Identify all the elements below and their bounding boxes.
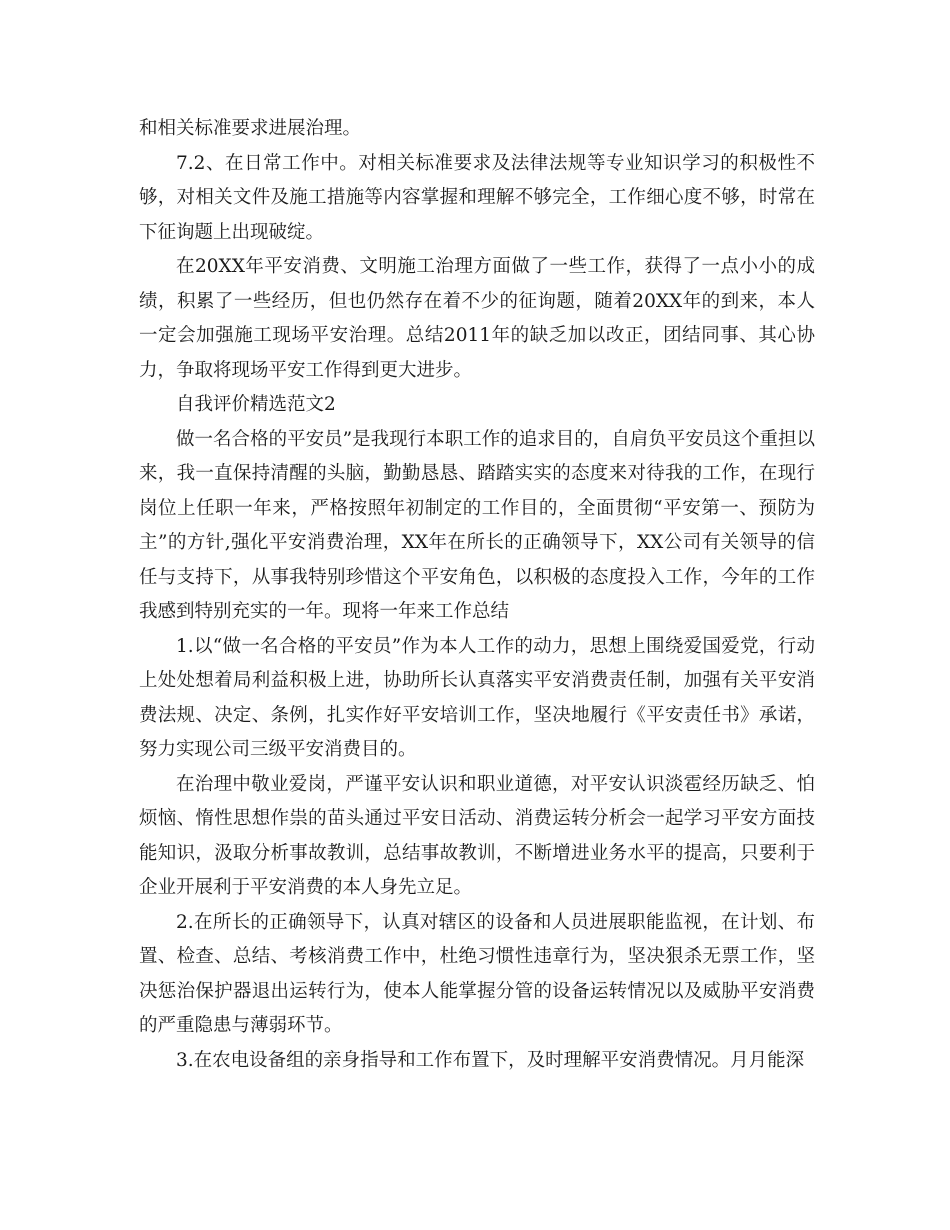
paragraph-8: 2.在所长的正确领导下，认真对辖区的设备和人员进展职能监视，在计划、布置、检查、总结、考核消费工作中，杜绝习惯性违章行为，坚决狠杀无票工作，坚决惩治保护器退出运转行为，使本人能掌握分管的设备运转情况以及威胁平安消费的严重隐患与薄弱环节。 (139, 911, 815, 1036)
paragraph-1: 和相关标准要求进展治理。 (139, 118, 362, 139)
document-body (139, 112, 815, 1078)
paragraph-6: 1.以“做一名合格的平安员”作为本人工作的动力，思想上围绕爱国爱党，行动上处处想着局利益积极上进，协助所长认真落实平安消费责任制，加强有关平安消费法规、决定、条例，扎实作好平安培训工作，坚决地履行《平安责任书》承诺，努力实现公司三级平安消费目的。 (139, 635, 815, 760)
paragraph-2: 7.2、在日常工作中。对相关标准要求及法律法规等专业知识学习的积极性不够，对相关文件及施工措施等内容掌握和理解不够完全，工作细心度不够，时常在下征询题上出现破绽。 (139, 152, 815, 243)
paragraph-5: 做一名合格的平安员”是我现行本职工作的追求目的，自肩负平安员这个重担以来，我一直保持清醒的头脑，勤勤恳恳、踏踏实实的态度来对待我的工作，在现行岗位上任职一年来，严格按照年初制定的工作目的，全面贯彻“平安第一、预防为主”的方针,强化平安消费治理，XX年在所长的正确领导下，XX公司有关领导的信任与支持下，从事我特别珍惜这个平安角色，以积极的态度投入工作，今年的工作我感到特别充实的一年。现将一年来工作总结 (139, 428, 815, 622)
paragraph-9: 3.在农电设备组的亲身指导和工作布置下，及时理解平安消费情况。月月能深 (176, 1049, 805, 1071)
section-heading: 自我评价精选范文2 (176, 394, 336, 415)
paragraph-7: 在治理中敬业爱岗，严谨平安认识和职业道德，对平安认识淡雹经历缺乏、怕烦恼、惰性思想作祟的苗头通过平安日活动、消费运转分析会一起学习平安方面技能知识，汲取分析事故教训，总结事故教训，不断增进业务水平的提高，只要利于企业开展利于平安消费的本人身先立足。 (139, 773, 815, 898)
paragraph-3: 在20XX年平安消费、文明施工治理方面做了一些工作，获得了一点小小的成绩，积累了一些经历，但也仍然存在着不少的征询题，随着20XX年的到来，本人一定会加强施工现场平安治理。总结2011年的缺乏加以改正，团结同事、其心协力，争取将现场平安工作得到更大进步。 (139, 256, 815, 381)
